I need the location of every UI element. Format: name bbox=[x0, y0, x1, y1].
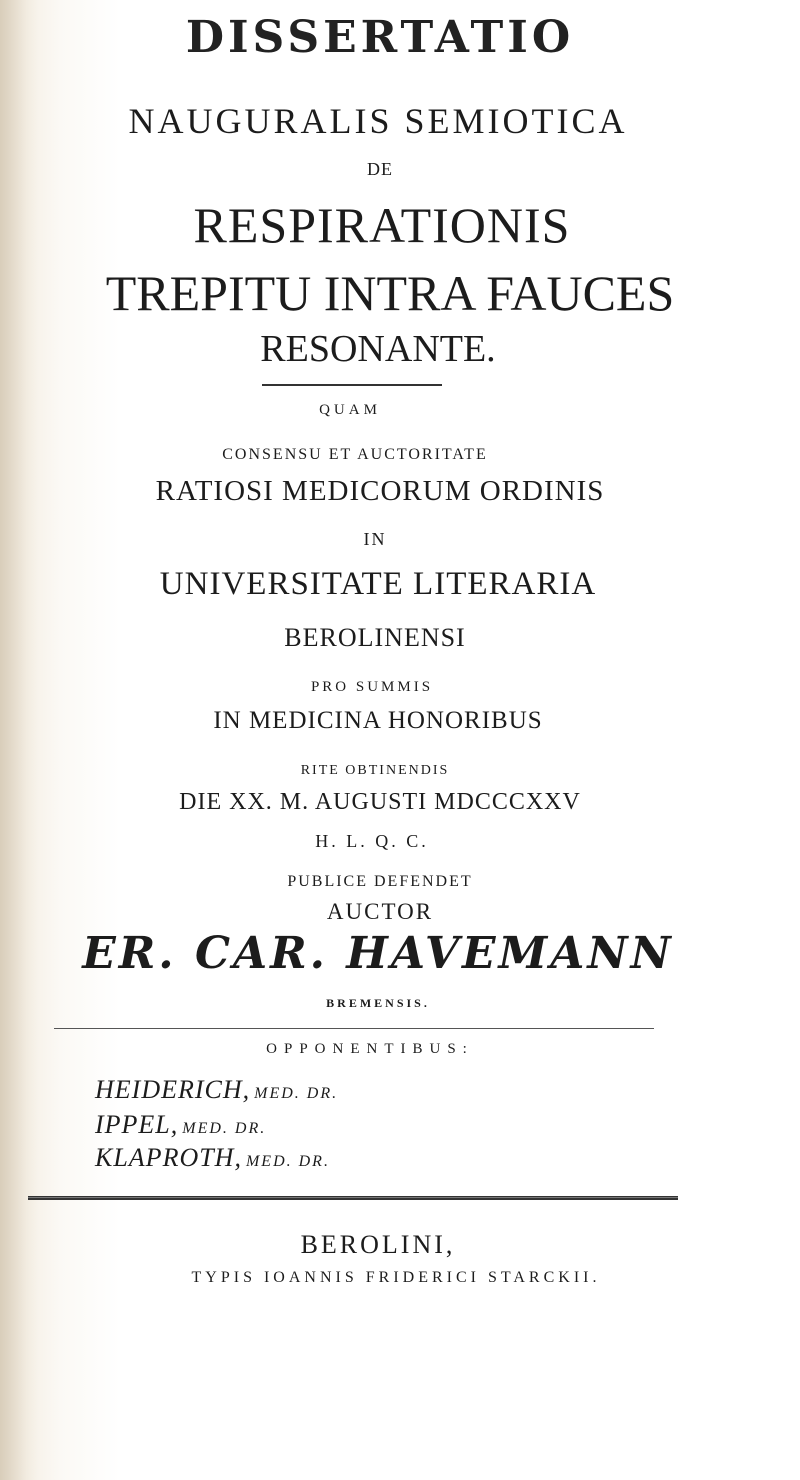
bottom-divider bbox=[28, 1196, 678, 1200]
line-rite: RITE OBTINENDIS bbox=[300, 763, 450, 778]
line-resonante: RESONANTE. bbox=[260, 328, 496, 370]
line-gratiosi: RATIOSI MEDICORUM ORDINIS bbox=[155, 475, 605, 507]
opponent-row bbox=[95, 1112, 266, 1138]
line-publice: PUBLICE DEFENDET bbox=[287, 873, 473, 890]
opponent-row bbox=[95, 1077, 338, 1103]
line-de: DE bbox=[367, 159, 393, 179]
heading-dissertatio: DISSERTATIO bbox=[185, 12, 575, 63]
opponent-name: HEIDERICH, bbox=[95, 1075, 251, 1104]
line-opponentibus: OPPONENTIBUS: bbox=[266, 1041, 474, 1057]
opponent-title: MED. DR. bbox=[254, 1085, 339, 1102]
opponent-row bbox=[95, 1145, 330, 1171]
line-hlqc: H. L. Q. C. bbox=[315, 831, 429, 851]
line-medicina: IN MEDICINA HONORIBUS bbox=[213, 707, 543, 734]
line-strepitu: TREPITU INTRA FAUCES bbox=[105, 265, 675, 321]
line-city: BEROLINI, bbox=[300, 1230, 456, 1259]
opponent-title: MED. DR. bbox=[245, 1153, 330, 1170]
line-universitate: UNIVERSITATE LITERARIA bbox=[159, 566, 597, 602]
opponent-name: KLAPROTH, bbox=[95, 1143, 242, 1172]
opponent-name: IPPEL, bbox=[95, 1110, 179, 1139]
line-berolinensi: BEROLINENSI bbox=[284, 623, 466, 652]
line-consensu: CONSENSU ET AUCTORITATE bbox=[222, 446, 488, 463]
short-divider bbox=[262, 384, 442, 386]
line-pro-summis: PRO SUMMIS bbox=[310, 679, 434, 695]
line-printer: TYPIS IOANNIS FRIDERICI STARCKII. bbox=[191, 1269, 601, 1286]
line-auctor: AUCTOR bbox=[326, 899, 434, 924]
opponent-title: MED. DR. bbox=[182, 1120, 267, 1137]
line-in: IN bbox=[363, 529, 387, 549]
line-quam: QUAM bbox=[319, 402, 381, 418]
line-inauguralis: NAUGURALIS SEMIOTICA bbox=[128, 101, 628, 141]
line-respirationis: RESPIRATIONIS bbox=[193, 197, 571, 253]
middle-divider bbox=[54, 1028, 654, 1029]
author-origin: BREMENSIS. bbox=[326, 996, 430, 1010]
line-date: DIE XX. M. AUGUSTI MDCCCXXV bbox=[179, 789, 581, 815]
author-name: ER. CAR. HAVEMANN bbox=[82, 928, 674, 979]
